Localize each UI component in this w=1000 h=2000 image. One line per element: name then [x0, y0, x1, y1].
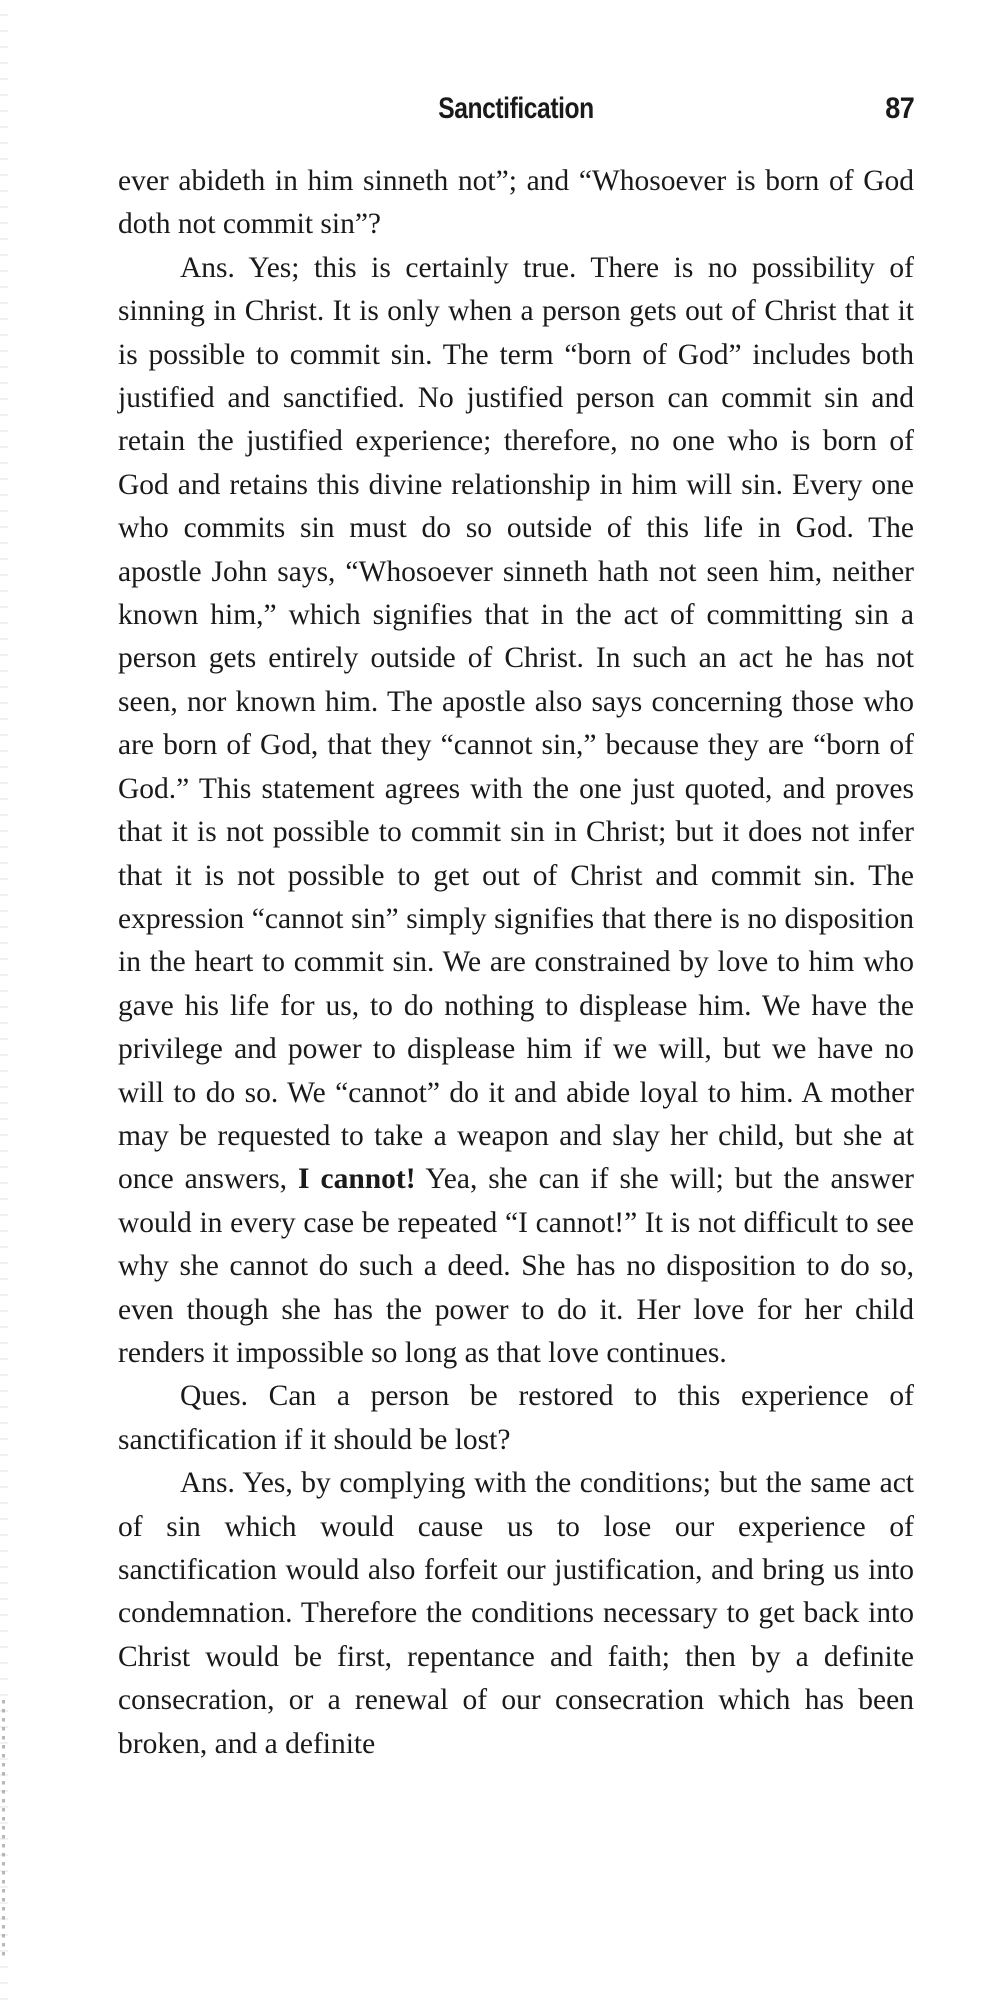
- chapter-title: Sanctification: [438, 92, 594, 125]
- emphasis-i-cannot: I cannot!: [298, 1163, 416, 1196]
- paragraph-answer-1: [118, 247, 914, 1376]
- scan-gutter-marks: [0, 0, 8, 2000]
- answer-text-before: Ans. Yes; this is certainly true. There is no possibility of sinning in Christ. It is only when a person gets out of Christ that it is possible to commit sin. The term “born of God” includes both justified and sanctified. No justified person can commit sin and retain the justified experience; therefore, no one who is born of God and retains this divine relationship in him will sin. Every one who commits sin must do so outside of this life in God. The apostle John says, “Whosoever sinneth hath not seen him, neither known him,” which signifies that in the act of committing sin a person gets entirely outside of Christ. In such an act he has not seen, nor known him. The apostle also says concerning those who are born of God, that they “cannot sin,” because they are “born of God.” This statement agrees with the one just quoted, and proves that it is not possible to commit sin in Christ; but it does not infer that it is not possible to get out of Christ and commit sin. The expression “cannot sin” simply signifies that there is no disposition in the heart to commit sin. We are constrained by love to him who gave his life for us, to do nothing to displease him. We have the privilege and power to displease him if we will, but we have no will to do so. We “cannot” do it and abide loyal to him. A mother may be requested to take a weapon and slay her child, but she at once answers,: [118, 251, 914, 1196]
- paragraph-continuation: ever abideth in him sinneth not”; and “Whosoever is born of God doth not commit sin”?: [118, 165, 914, 241]
- paragraph-answer-2: Ans. Yes, by complying with the conditions; but the same act of sin which would cause us to lose our experience of sanctification would also forfeit our justification, and bring us into condemnation. Therefore the conditions necessary to get back into Christ would be first, repentance and faith; then by a definite consecration, or a renewal of our consecration which has been broken, and a definite: [118, 1467, 914, 1760]
- paragraph-question: Ques. Can a person be restored to this experience of sanctification if it should be lost?: [118, 1380, 914, 1456]
- answer-text-after: Yea, she can if she will; but the answer would in every case be repeated “I cannot!” It is not difficult to see why she cannot do such a deed. She has no disposition to do so, even though she has the power to do it. Her love for her child renders it impossible so long as that love continues.: [118, 1163, 915, 1369]
- page-number: 87: [884, 92, 914, 125]
- running-header: [118, 92, 914, 138]
- body-text: [118, 160, 914, 1766]
